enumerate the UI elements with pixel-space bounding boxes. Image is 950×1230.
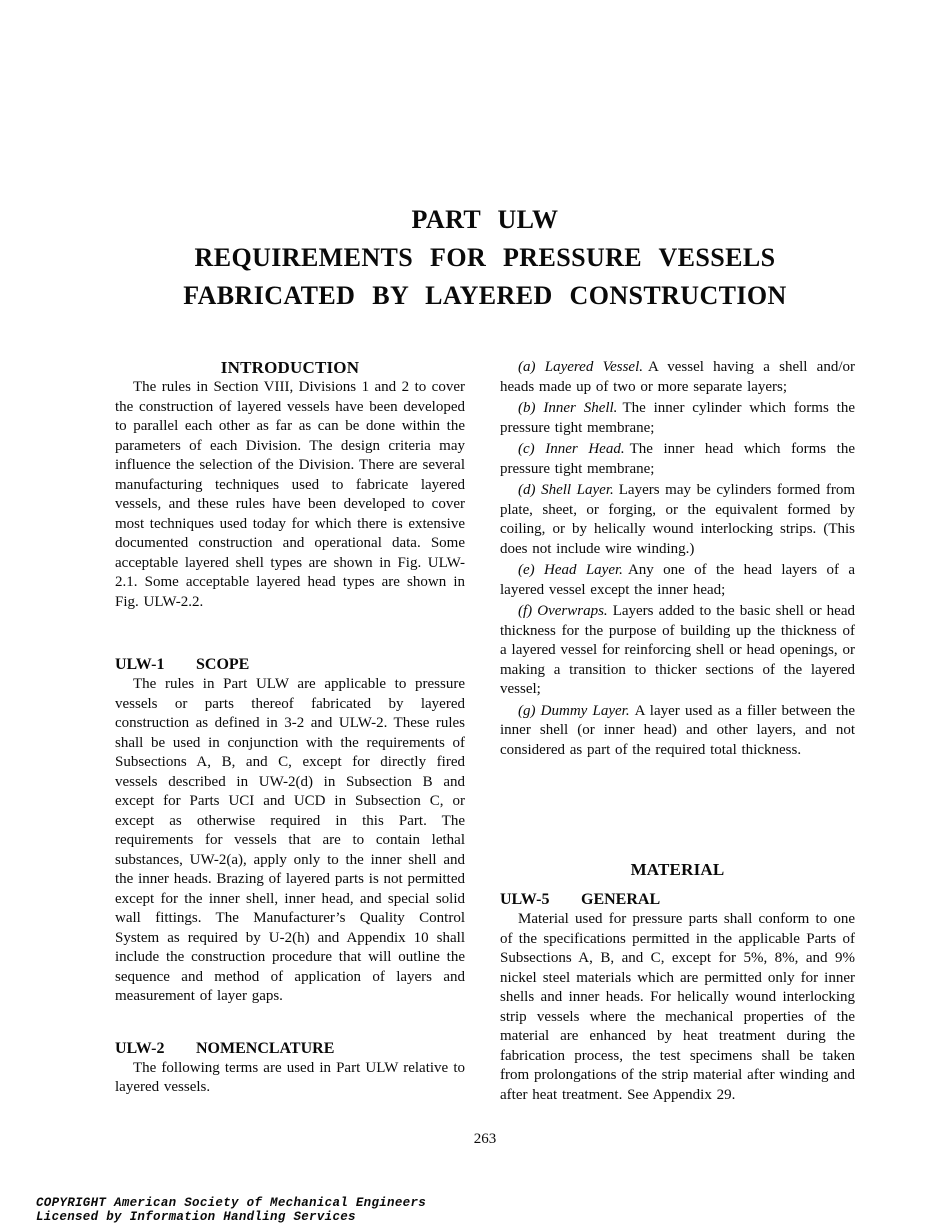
definition-inner-head bbox=[500, 440, 855, 479]
ulw2-nomenclature-paragraph: The following terms are used in Part ULW relative to layered vessels. bbox=[115, 1059, 465, 1095]
definition-text: Layers added to the basic shell or head thickness for the purpose of building up the thickness of a layered vessel for reinforcing shell or head openings, or making a transition to thicker sections of the layered vessel; bbox=[500, 603, 855, 697]
definition-term: (d) Shell Layer. bbox=[518, 482, 614, 498]
definition-term: (f) Overwraps. bbox=[518, 603, 608, 619]
ulw1-scope-paragraph: The rules in Part ULW are applicable to pressure vessels or parts thereof fabricated by layered construction as defined in 3-2 and ULW-2. These rules shall be used in conjunction with the requirements of Subsections A, B, and C, except for directly fired vessels described in UW-2(d) in Subsection B and except for Parts UCI and UCD in Subsection C, or except as otherwise required in this Part. The requirements for vessels that are to contain lethal substances, UW-2(a), apply only to the inner shell and the inner heads. Brazing of layered parts is not permitted except for the inner shell, inner head, and special solid wall fittings. The Manufacturer’s Quality Control System as required by U-2(h) and Appendix 10 shall include the construction procedure that will outline the sequence and method of application of layers and measurement of layer gaps. bbox=[115, 676, 465, 1004]
ulw1-section-title: SCOPE bbox=[196, 656, 250, 673]
ulw5-section-number: ULW-5 bbox=[500, 891, 550, 908]
definition-term: (e) Head Layer. bbox=[518, 562, 623, 578]
definition-text: A layer used as a filler between the inner shell (or inner head) and other layers, and not considered as part of the required total thickness. bbox=[500, 702, 855, 758]
ulw5-section-title: GENERAL bbox=[581, 891, 661, 908]
left-column bbox=[115, 358, 465, 1105]
definition-term: (a) Layered Vessel. bbox=[518, 359, 643, 375]
two-column-body bbox=[115, 358, 855, 1105]
right-column bbox=[500, 358, 855, 1105]
definition-shell-layer bbox=[500, 481, 855, 559]
ulw2-section-number: ULW-2 bbox=[115, 1039, 165, 1057]
definition-inner-shell bbox=[500, 399, 855, 438]
definition-term: (g) Dummy Layer. bbox=[518, 702, 630, 719]
material-heading: MATERIAL bbox=[630, 860, 725, 879]
page-number: 263 bbox=[473, 1131, 497, 1147]
title-line-fabricated: FABRICATED BY LAYERED CONSTRUCTION bbox=[183, 281, 787, 310]
definition-term: (b) Inner Shell. bbox=[518, 400, 618, 416]
ulw5-general-heading bbox=[500, 890, 855, 910]
copyright-notice bbox=[36, 1196, 426, 1224]
ulw1-section-number: ULW-1 bbox=[115, 656, 165, 673]
definition-term: (c) Inner Head. bbox=[518, 441, 625, 457]
ulw1-scope-heading bbox=[115, 655, 465, 675]
copyright-line-1: COPYRIGHT American Society of Mechanical Engineers bbox=[36, 1196, 427, 1210]
definition-dummy-layer bbox=[500, 702, 855, 761]
definition-text: The inner cylinder which forms the pressure tight membrane; bbox=[500, 400, 855, 436]
page-content bbox=[115, 0, 855, 1105]
title-line-part: PART ULW bbox=[411, 205, 559, 234]
definition-head-layer bbox=[500, 561, 855, 600]
introduction-paragraph: The rules in Section VIII, Divisions 1 and 2 to cover the construction of layered vessels have been developed to parallel each other as far as can be done within the parameters of each Division. The design criteria may influence the selection of the Division. There are several manufacturing techniques used to fabricate layered vessels, and these rules have been developed to cover most techniques used today for which there is extensive documented construction and operational data. Some acceptable layered shell types are shown in Fig. ULW-2.1. Some acceptable layered head types are shown in Fig. ULW-2.2. bbox=[115, 379, 465, 610]
introduction-heading: INTRODUCTION bbox=[220, 358, 360, 377]
title-line-requirements: REQUIREMENTS FOR PRESSURE VESSELS bbox=[194, 243, 776, 272]
ulw2-section-title: NOMENCLATURE bbox=[196, 1039, 335, 1057]
definition-text: Layers may be cylinders formed from plate, sheet, or forging, or the equivalent formed by coiling, or by helically wound interlocking strips. (This does not include wire winding.) bbox=[500, 482, 855, 557]
ulw5-general-paragraph: Material used for pressure parts shall conform to one of the specifications permitted in the applicable Parts of Subsections A, B, and C, except for 5%, 8%, and 9% nickel steel materials which are permitted only for inner shells and inner heads. For helically wound interlocking strip vessels where the mechanical properties of the material are enhanced by heat treatment during the fabrication process, the test specimens shall be taken from prolongations of the strip material after winding and after heat treatment. See Appendix 29. bbox=[500, 911, 855, 1103]
definition-text: Any one of the head layers of a layered vessel except the inner head; bbox=[500, 562, 855, 598]
document-title bbox=[115, 0, 855, 315]
definition-layered-vessel bbox=[500, 358, 855, 397]
definition-text: The inner head which forms the pressure tight membrane; bbox=[500, 441, 855, 477]
ulw2-nomenclature-heading bbox=[115, 1039, 465, 1059]
copyright-line-2: Licensed by Information Handling Services bbox=[36, 1210, 356, 1224]
definition-text: A vessel having a shell and/or heads made up of two or more separate layers; bbox=[500, 359, 855, 395]
definition-overwraps bbox=[500, 602, 855, 700]
